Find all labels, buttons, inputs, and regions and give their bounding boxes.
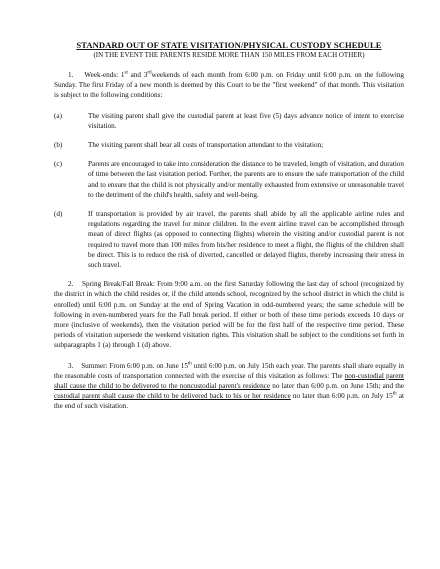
section-3-underline-2: custodial parent shall cause the child to be delivered back to his or her residence: [54, 392, 291, 401]
section-1-text-a: Week-ends: 1: [84, 71, 125, 79]
section-3-text-2: until 6:00 p.m. on July 15th each year. The parents shall share equally in the reasonable costs of transportation connected with the exercise of this visitation as follows: The: [54, 361, 404, 380]
subsection-c: [54, 159, 404, 200]
section-3-text-3: no later than 6:00 p.m. on June 15th; and the: [270, 382, 404, 391]
section-3-sup-2: th: [392, 391, 397, 397]
section-1-text-b: and 3: [127, 71, 148, 79]
subsection-b: [54, 140, 404, 150]
subsection-d: [54, 209, 404, 270]
document-title: STANDARD OUT OF STATE VISITATION/PHYSICAL CUSTODY SCHEDULE: [76, 40, 382, 50]
document-subtitle: (IN THE EVENT THE PARENTS RESIDE MORE THAN 150 MILES FROM EACH OTHER): [93, 51, 365, 59]
section-1-sup-a: st: [124, 70, 128, 76]
section-2: [54, 279, 404, 350]
subsection-label: (c): [54, 160, 62, 169]
section-3-text-5: at the end of such visitation.: [54, 392, 405, 411]
subsection-label: (b): [54, 141, 63, 150]
section-1-number: 1.: [68, 71, 74, 79]
section-3-text-4: no later than 6:00 p.m. on July 15: [290, 392, 393, 401]
subsection-text: The visiting parent shall give the custodial parent at least five (5) days advance notice of intent to exercise visitation.: [88, 111, 404, 130]
subsection-label: (a): [54, 111, 62, 120]
section-3-sup-1: th: [187, 361, 192, 367]
section-2-number: 2.: [68, 280, 74, 289]
subsection-text: If transportation is provided by air travel, the parents shall abide by all the applicable airline rules and regulations regarding the travel for minor children. In the event airline travel can be accomplished through mean of direct flights (as opposed to connecting flights) wherein the visiting and/or custodial parent is not required to travel more than 100 miles from his/her residence to meet a flight, the flights of the children shall be direct. This is to reduce the risk of diverted, cancelled or delayed flights, thereby increasing their stress in such travel.: [88, 210, 404, 270]
section-1-sup-b: rd: [147, 70, 152, 76]
subsection-text: Parents are encouraged to take into consideration the distance to be traveled, length of visitation, and duration of time between the last visitation period. Further, the parents are to ensure the safe transportation of the child and to ensure that the child is not physically and/or mentally exhausted from extensive or unreasonable travel to the detriment of the child's health, safety and well-being.: [88, 160, 404, 199]
section-2-text: Spring Break/Fall Break: From 9:00 a.m. on the first Saturday following the last day of school (recognized by the district in which the child resides or, if the child attends school, recognized by the school district in which the child is enrolled) until 6:00 p.m. on Sunday at the end of Spring Vacation in odd-numbered years; the same schedule will be following in even-numbered years for the Fall break period. If either or both of these time periods exceeds 10 days or more (inclusive of weekends), then the visitation period will be for the first half of the respective time period. These periods of visitation supersede the weekend visitation rights. This visitation shall be subject to the conditions set forth in subparagraphs 1 (a) through 1 (d) above.: [54, 280, 404, 350]
subsection-label: (d): [54, 210, 63, 219]
subsection-a: [54, 111, 404, 131]
section-3: [54, 361, 404, 412]
section-3-underline-1: non-custodial parent shall cause the child to be delivered to the noncustodial parent's residence: [54, 371, 404, 391]
section-1-text-c: weekends of each month from 6:00 p.m. on Friday until 6:00 p.m. on the following Sunday. The first Friday of a new month is deemed by this Court to be the "first weekend" of that month. This visitation is subject to the following conditions:: [54, 71, 405, 100]
section-3-number: 3.: [68, 361, 74, 370]
section-3-text-1: Summer: From 6:00 p.m. on June 15: [81, 361, 188, 370]
section-1-intro: [54, 70, 404, 101]
subsection-text: The visiting parent shall bear all costs of transportation attendant to the visitation;: [88, 141, 324, 150]
